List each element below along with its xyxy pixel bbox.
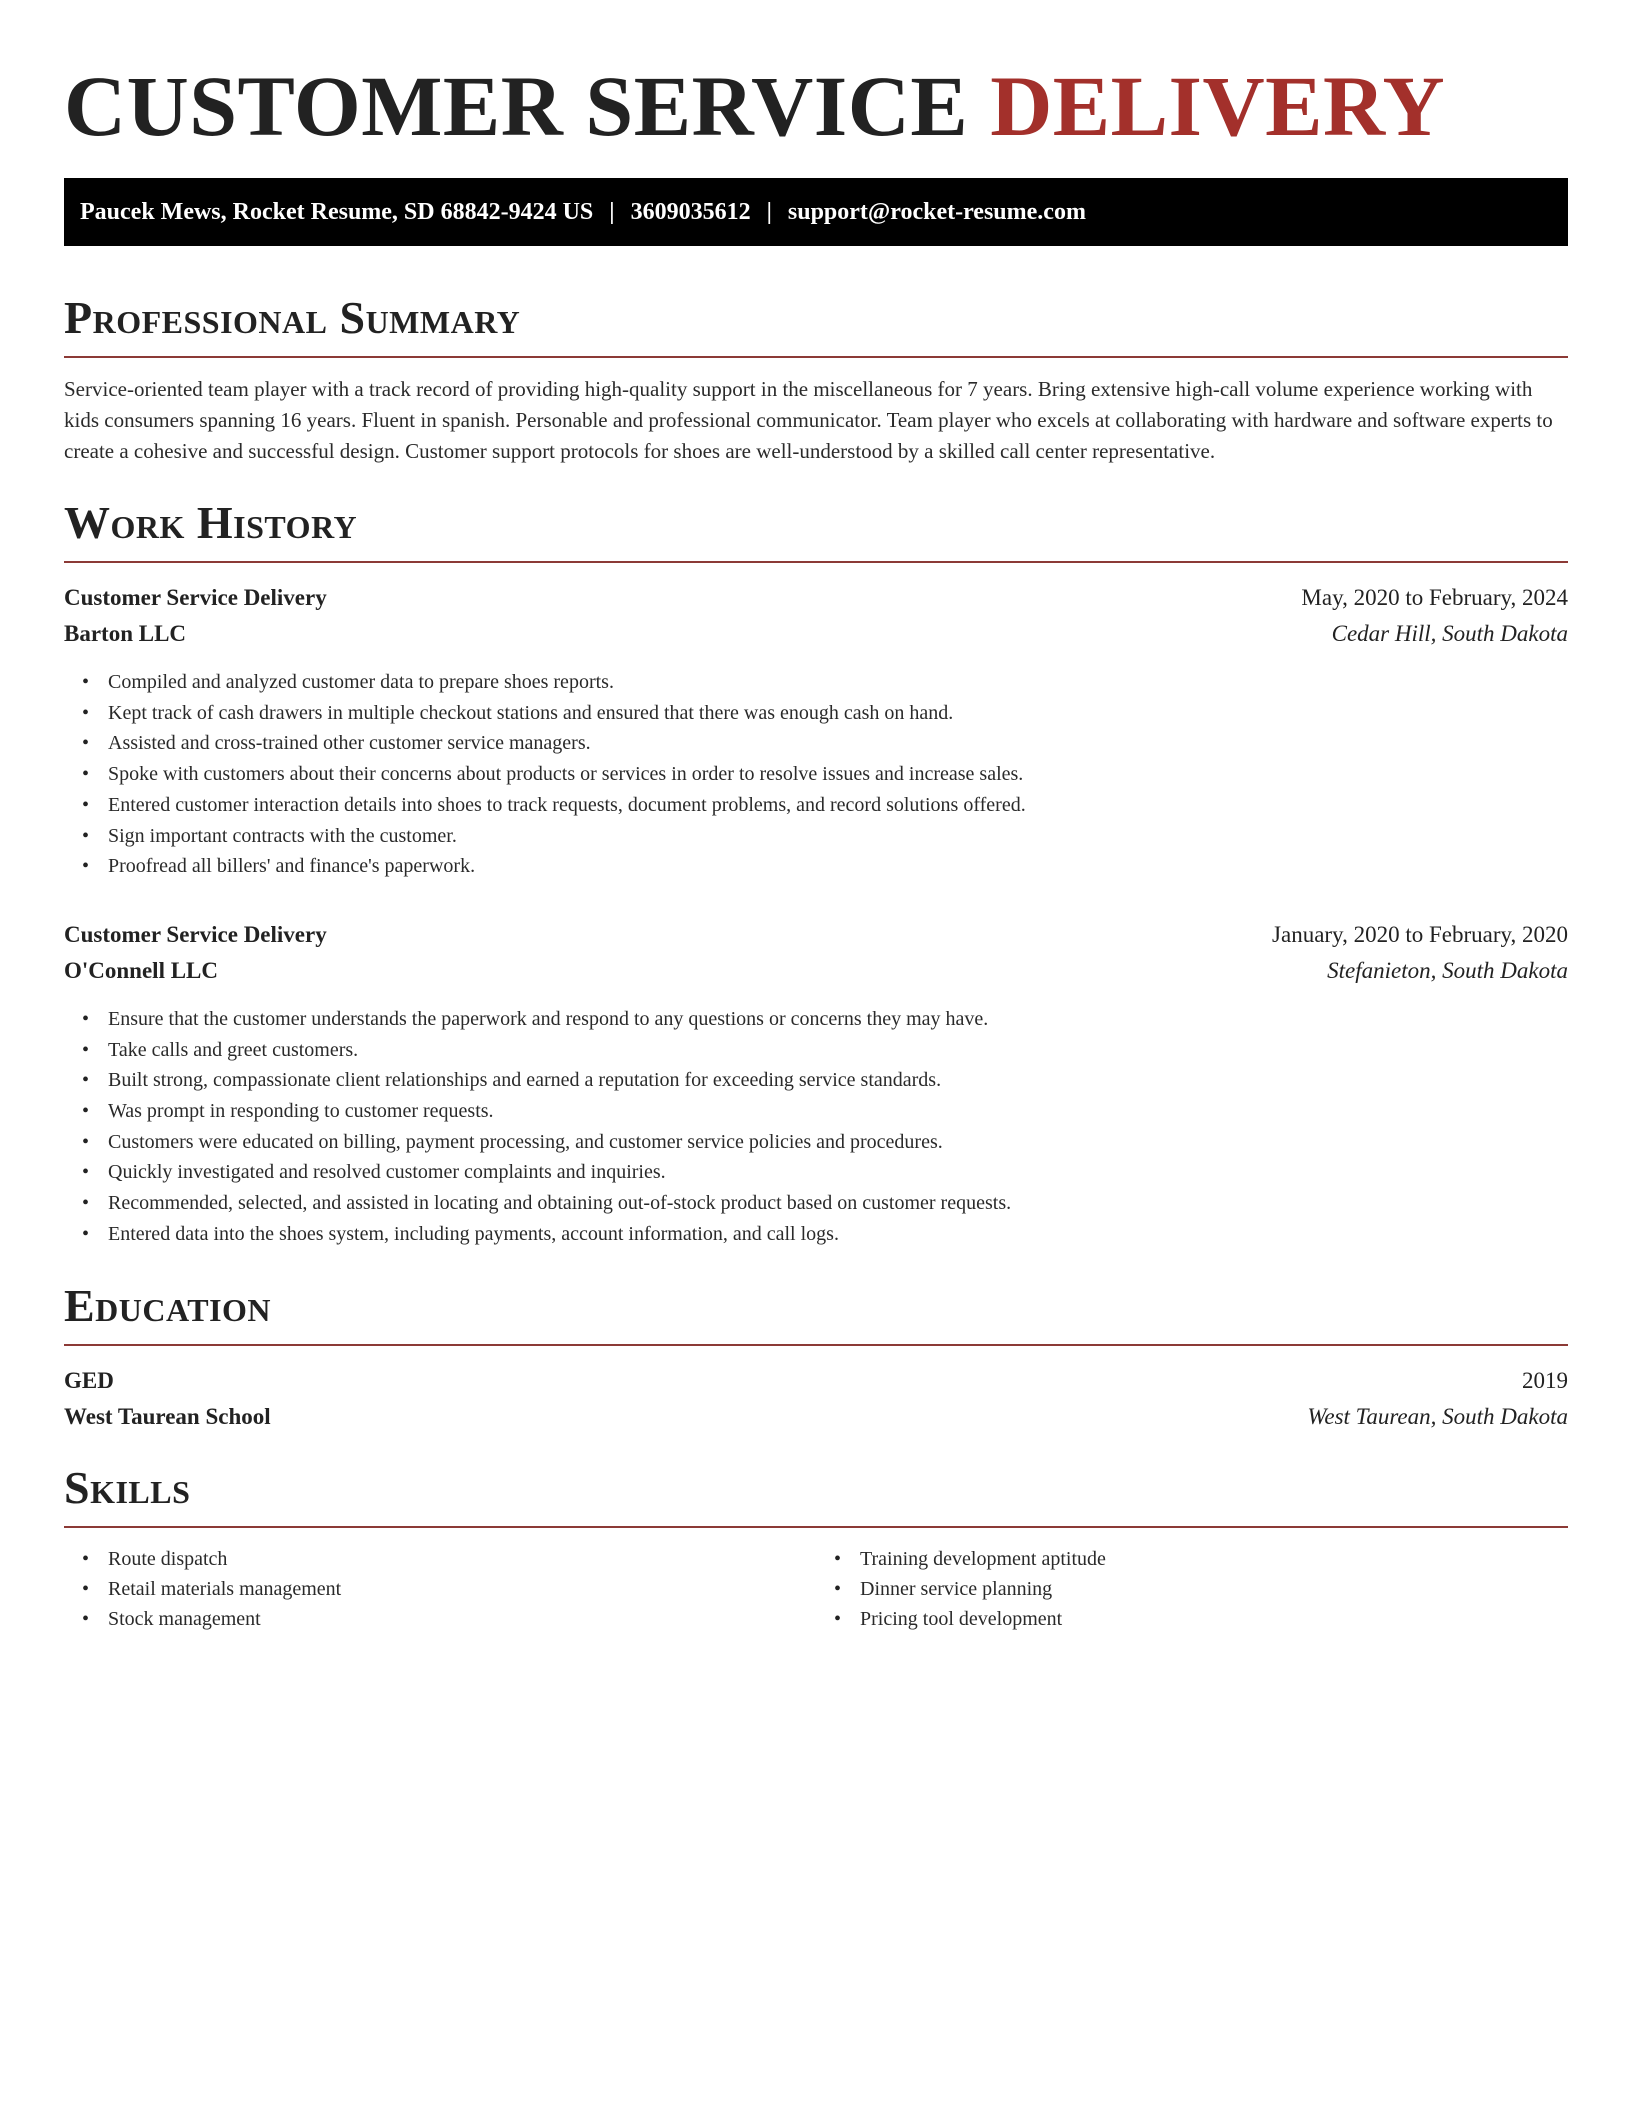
- education-location: West Taurean, South Dakota: [1307, 1403, 1568, 1429]
- section-divider: [64, 561, 1568, 563]
- section-heading-summary: Professional Summary: [64, 292, 521, 343]
- summary-text: Service-oriented team player with a track record of providing high-quality support in the miscellaneous for 7 years. Bring extensive high-call volume experience working with kids consumers spanning 16 years. Fluent in spanish. Personable and professional communicator. Team player who excels at collaborating with hardware and software experts to create a cohesive and successful design. Customer support protocols for shoes are well-understood by a skilled call center representative.: [64, 377, 1553, 463]
- list-item: • Dinner service planning: [860, 1574, 1568, 1604]
- section-heading-work-history: Work History: [64, 497, 358, 548]
- job-responsibilities-list: [64, 1004, 1568, 1250]
- skills-list-left: [64, 1544, 816, 1634]
- list-item: • Assisted and cross-trained other customer service managers.: [108, 728, 1568, 759]
- title-accent-text: DELIVERY: [990, 58, 1446, 154]
- work-history-section: [64, 495, 1568, 1250]
- skills-section: [64, 1460, 1568, 1634]
- job-header-row: [64, 920, 1568, 950]
- list-item: • Proofread all billers' and finance's paperwork.: [108, 851, 1568, 882]
- job-entry: [64, 583, 1568, 882]
- list-item: • Retail materials management: [108, 1574, 816, 1604]
- contact-separator: |: [609, 198, 615, 225]
- job-dates: January, 2020 to February, 2020: [1272, 921, 1568, 947]
- section-divider: [64, 1344, 1568, 1346]
- list-item: • Pricing tool development: [860, 1604, 1568, 1634]
- education-degree: GED: [64, 1367, 114, 1393]
- education-degree-row: [64, 1366, 1568, 1396]
- list-item: • Stock management: [108, 1604, 816, 1634]
- education-year: 2019: [1522, 1367, 1568, 1393]
- professional-summary-section: [64, 290, 1568, 467]
- job-dates: May, 2020 to February, 2024: [1301, 585, 1568, 610]
- job-entry: [64, 920, 1568, 1250]
- education-school: West Taurean School: [64, 1403, 271, 1429]
- job-responsibilities-list: [64, 667, 1568, 882]
- contact-bar: [64, 178, 1568, 246]
- job-title: Customer Service Delivery: [64, 921, 327, 947]
- section-heading-education: Education: [64, 1279, 272, 1331]
- list-item: • Compiled and analyzed customer data to prepare shoes reports.: [108, 667, 1568, 698]
- list-item: • Quickly investigated and resolved customer complaints and inquiries.: [108, 1157, 1568, 1188]
- list-item: • Sign important contracts with the customer.: [108, 821, 1568, 852]
- list-item: • Recommended, selected, and assisted in locating and obtaining out-of-stock product based on customer requests.: [108, 1188, 1568, 1219]
- job-title: Customer Service Delivery: [64, 585, 327, 610]
- list-item: • Customers were educated on billing, payment processing, and customer service policies and procedures.: [108, 1127, 1568, 1158]
- list-item: • Entered data into the shoes system, including payments, account information, and call logs.: [108, 1219, 1568, 1250]
- job-location: Stefanieton, South Dakota: [1327, 957, 1568, 983]
- contact-address: Paucek Mews, Rocket Resume, SD 68842-9424 US: [80, 198, 594, 225]
- section-divider: [64, 1526, 1568, 1528]
- contact-phone: 3609035612: [630, 198, 751, 225]
- section-heading-skills: Skills: [64, 1461, 191, 1513]
- job-location: Cedar Hill, South Dakota: [1331, 621, 1568, 646]
- job-company: Barton LLC: [64, 621, 187, 646]
- list-item: • Built strong, compassionate client relationships and earned a reputation for exceeding service standards.: [108, 1065, 1568, 1096]
- list-item: • Kept track of cash drawers in multiple checkout stations and ensured that there was enough cash on hand.: [108, 698, 1568, 729]
- education-section: [64, 1278, 1568, 1432]
- section-divider: [64, 356, 1568, 358]
- job-header-row: [64, 583, 1568, 613]
- title-main-text: CUSTOMER SERVICE: [64, 58, 969, 154]
- job-company: O'Connell LLC: [64, 957, 219, 983]
- job-company-row: [64, 956, 1568, 986]
- job-company-row: [64, 619, 1568, 649]
- list-item: • Ensure that the customer understands the paperwork and respond to any questions or concerns they may have.: [108, 1004, 1568, 1035]
- education-school-row: [64, 1402, 1568, 1432]
- skills-grid: [64, 1544, 1568, 1634]
- list-item: • Entered customer interaction details into shoes to track requests, document problems, and record solutions offered.: [108, 790, 1568, 821]
- list-item: • Spoke with customers about their concerns about products or services in order to resolve issues and increase sales.: [108, 759, 1568, 790]
- resume-title: [64, 0, 1568, 156]
- list-item: • Was prompt in responding to customer requests.: [108, 1096, 1568, 1127]
- contact-separator: |: [766, 198, 772, 225]
- list-item: • Training development aptitude: [860, 1544, 1568, 1574]
- list-item: • Route dispatch: [108, 1544, 816, 1574]
- list-item: • Take calls and greet customers.: [108, 1035, 1568, 1066]
- skills-list-right: [816, 1544, 1568, 1634]
- education-entry: [64, 1366, 1568, 1432]
- contact-email: support@rocket-resume.com: [787, 198, 1086, 225]
